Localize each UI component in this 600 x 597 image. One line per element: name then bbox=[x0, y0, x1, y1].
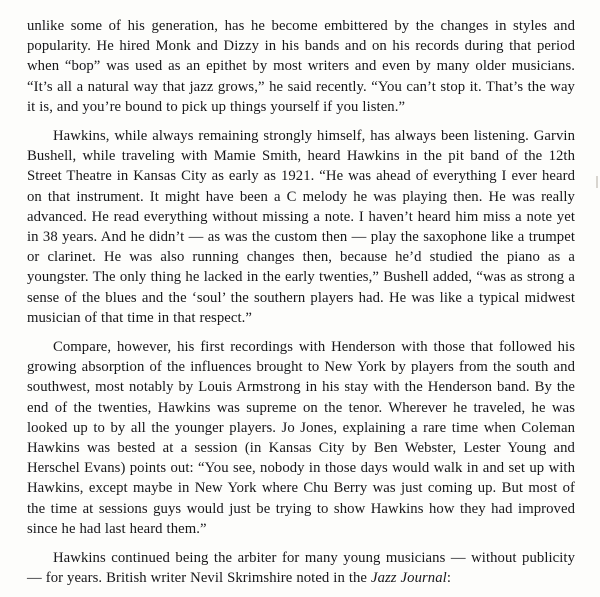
paragraph-text-before-italic: Hawkins continued being the arbiter for many young musicians — without publicity — for years. British writer Nevil Skrimshire noted in the bbox=[27, 550, 575, 587]
paragraph bbox=[27, 16, 575, 117]
paragraph bbox=[27, 126, 575, 328]
paragraph-text-after-italic: : bbox=[446, 570, 451, 587]
paragraph-text: Compare, however, his first recordings with Henderson with those that followed his growing absorption of the influences brought to New York by players from the south and southwest, most notably by Louis Armstrong in his stay with the Henderson band. By the end of the twenties, Hawkins was supreme on the tenor. Wherever he traveled, he was looked up to by all the younger players. Jo Jones, explaining a rare time when Coleman Hawkins was bested at a session (in Kansas City by Ben Webster, Lester Young and Herschel Evans) points out: “You see, nobody in those days would walk in and set up with Hawkins, except maybe in New York where Chu Berry was just coming up. But most of the time at sessions guys would just be trying to show Hawkins how they had improved since he had last heard them.” bbox=[27, 339, 575, 537]
paragraph bbox=[27, 337, 575, 539]
paragraph-final bbox=[27, 548, 575, 588]
paragraph-text: unlike some of his generation, has he become embittered by the changes in styles and popularity. He hired Monk and Dizzy in his bands and on his records during that period when “bop” was used as an epithet by most writers and even by many older musicians. “It’s all a natural way that jazz grows,” he said recently. “You can’t stop it. That’s the way it is, and you’re bound to pick up things yourself if you listen.” bbox=[27, 18, 575, 115]
page-edge-artifact bbox=[596, 176, 598, 188]
text-column bbox=[27, 16, 575, 588]
paragraph-text: Hawkins, while always remaining strongly himself, has always been listening. Garvin Bushell, while traveling with Mamie Smith, heard Hawkins in the pit band of the 12th Street Theatre in Kansas City as early as 1921. “He was ahead of everything I ever heard on that instrument. It might have been a C melody he was playing then. He was really advanced. He read everything without missing a note. I haven’t heard him miss a note yet in 38 years. And he didn’t — as was the custom then — play the saxophone like a trumpet or clarinet. He was also running changes then, because he’d studied the piano as a youngster. The only thing he lacked in the early twenties,” Bushell added, “was as strong a sense of the blues and the ‘soul’ the southern players had. He was like a typical midwest musician of that time in that respect.” bbox=[27, 128, 575, 326]
journal-title-italic: Jazz Journal bbox=[370, 570, 447, 587]
